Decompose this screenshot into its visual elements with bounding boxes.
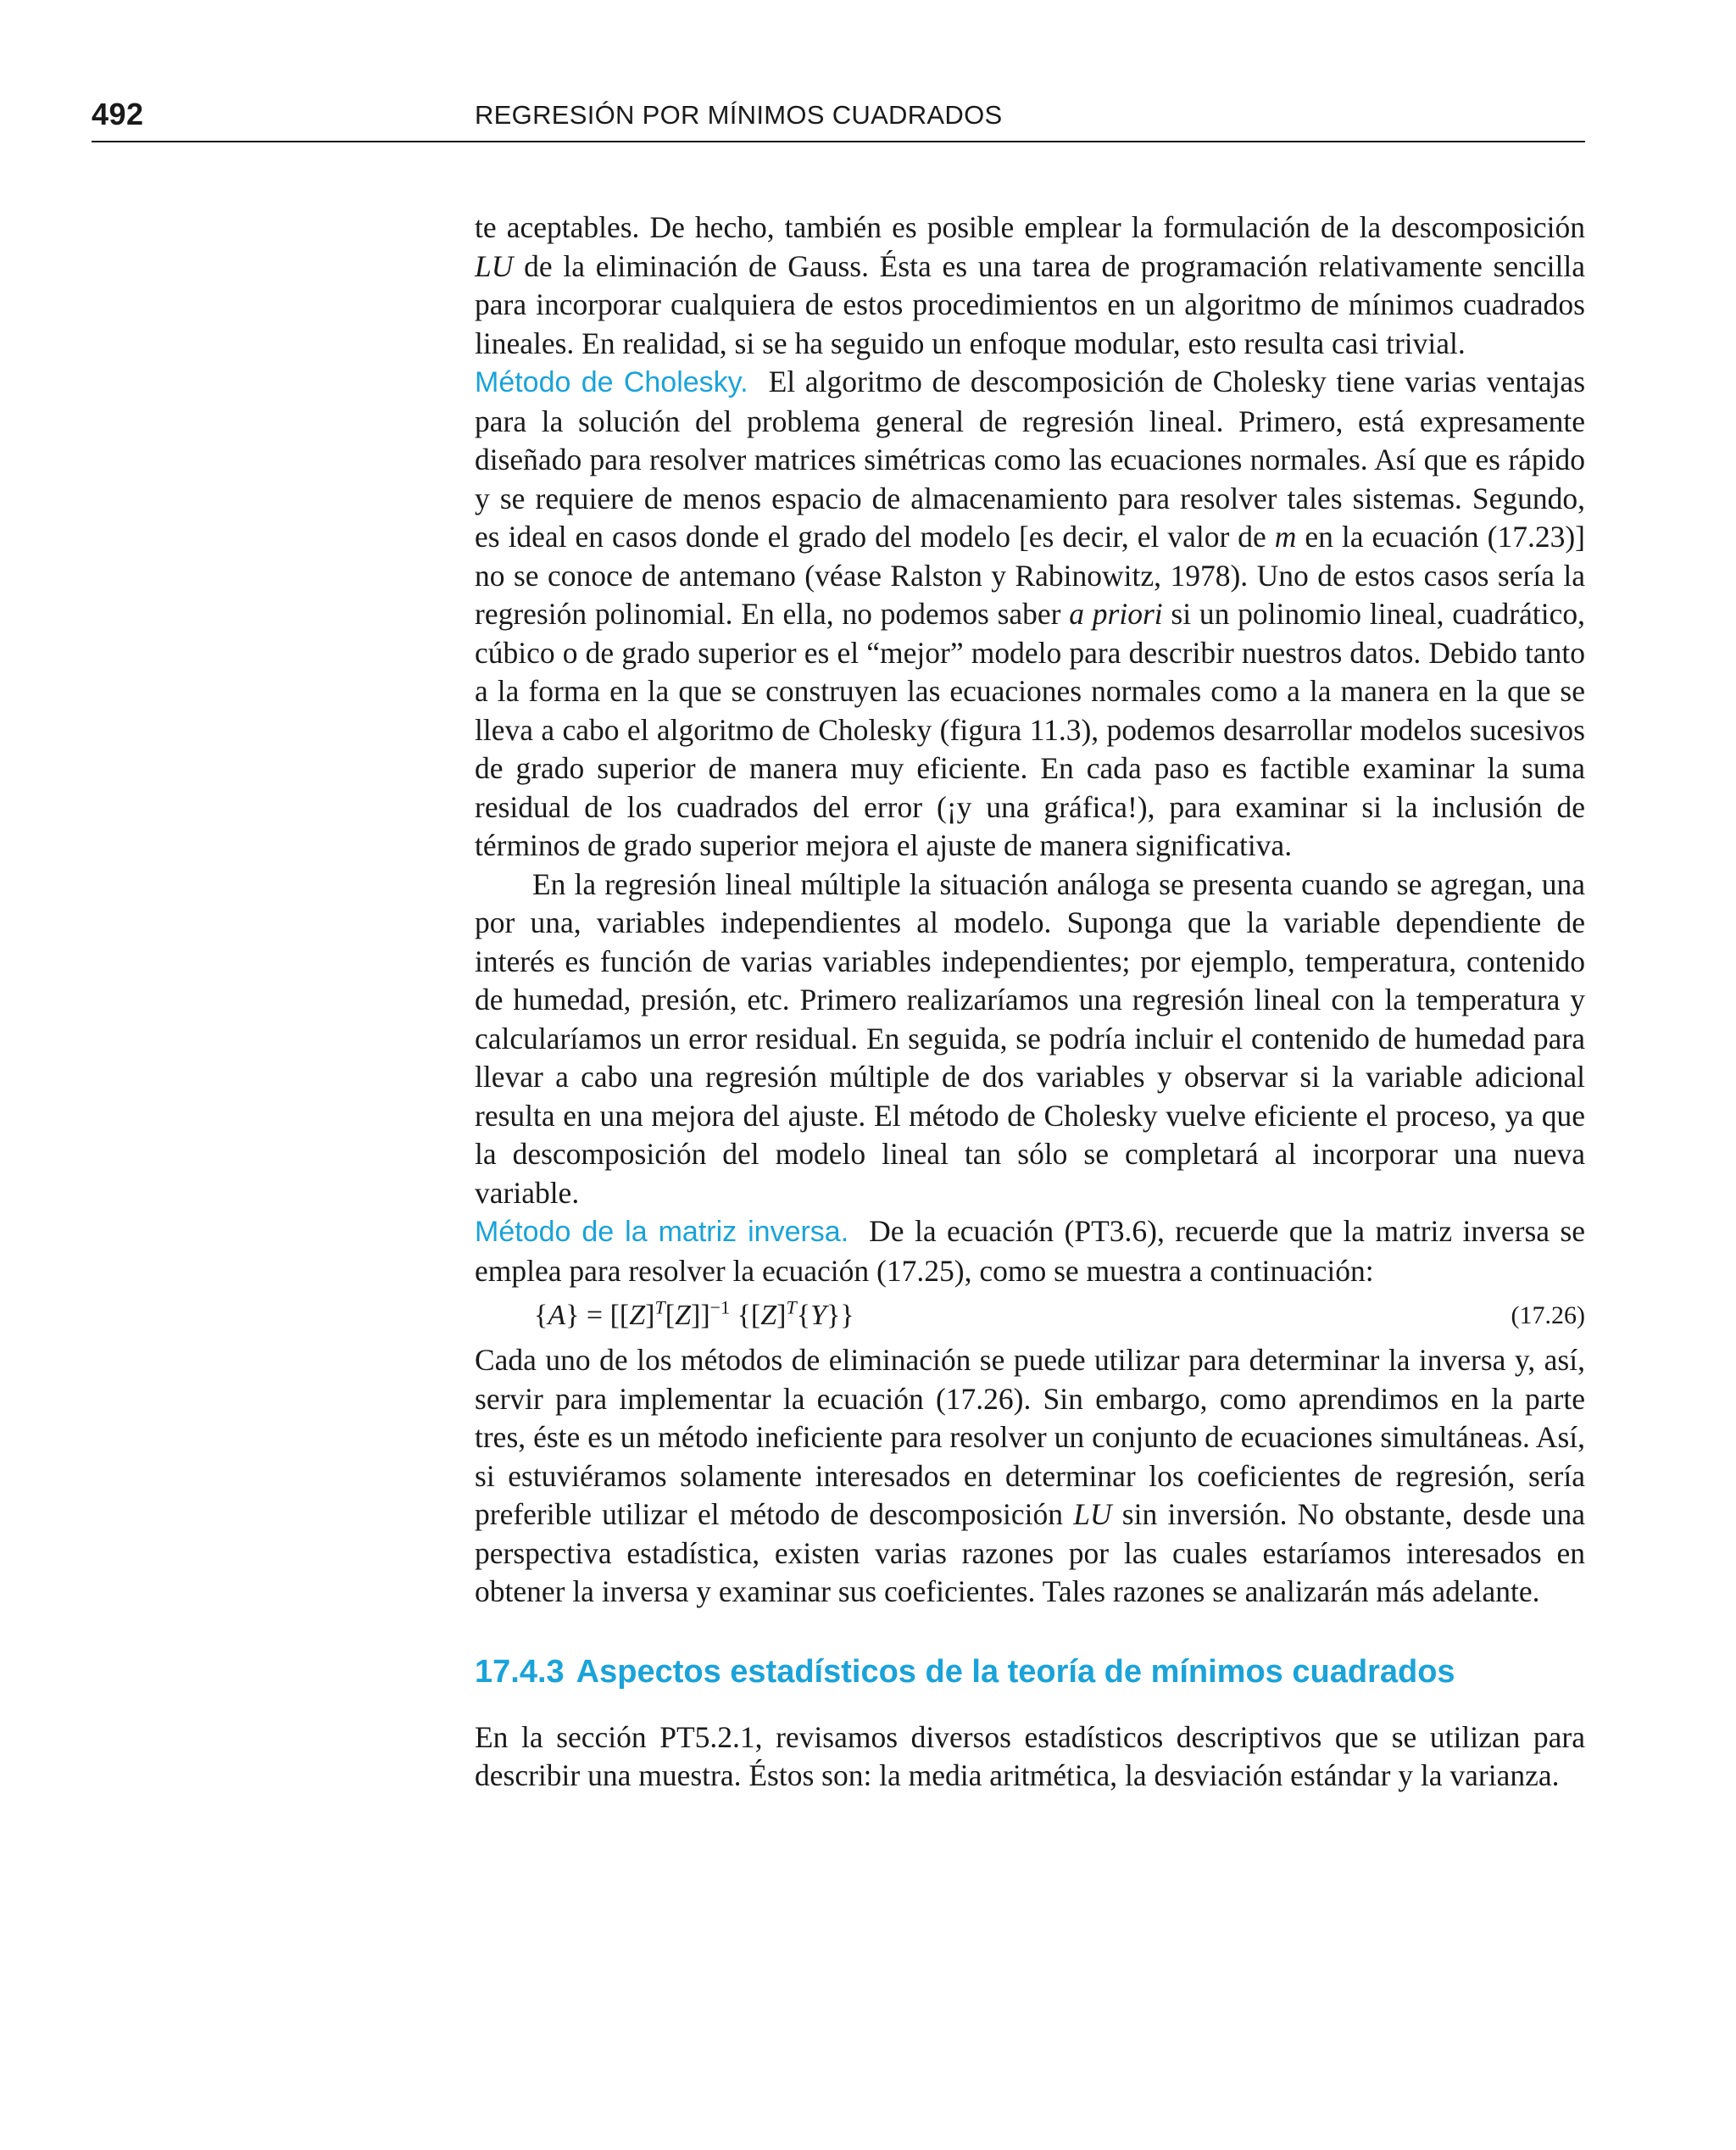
paragraph-inverse-discussion: Cada uno de los métodos de eliminación se puede utilizar para determinar la inversa y, así, servir para implementar la ecuación (17.26). Sin embargo, como aprendimos en la parte tres, éste es un método ineficiente para resolver un conjunto de ecuaciones simultáneas. Así, si estuviéramos solamente interesados en determinar los coeficientes de regresión, sería preferible utilizar el método de descomposición LU sin inversión. No obstante, desde una perspectiva estadística, existen varias razones por las cuales estaríamos interesados en obtener la inversa y examinar sus coeficientes. Tales razones se analizarán más adelante.: [475, 1343, 1585, 1608]
cholesky-method-text: El algoritmo de descomposición de Cholesky tiene varias ventajas para la solución del problema general de regresión lineal. Primero, está expresamente diseñado para resolver matrices simétricas como las ecuaciones normales. Así que es rápido y se requiere de menos espacio de almacenamiento para resolver tales sistemas. Segundo, es ideal en casos donde el grado del modelo [es decir, el valor de m en la ecuación (17.23)] no se conoce de antemano (véase Ralston y Rabinowitz, 1978). Uno de estos casos sería la regresión polinomial. En ella, no podemos saber a priori si un polinomio lineal, cuadrático, cúbico o de grado superior es el “mejor” modelo para describir nuestros datos. Debido tanto a la forma en la que se construyen las ecuaciones normales como a la manera en la que se lleva a cabo el algoritmo de Cholesky (figura 11.3), podemos desarrollar modelos sucesivos de grado superior de manera muy eficiente. En cada paso es factible examinar la suma residual de los cuadrados del error (¡y una gráfica!), para examinar si la inclusión de términos de grado superior mejora el ajuste de manera significativa.: [475, 365, 1586, 862]
equation-number: (17.26): [1511, 1301, 1585, 1329]
running-head: REGRESIÓN POR MÍNIMOS CUADRADOS: [475, 100, 1003, 130]
paragraph-cholesky: [475, 363, 1585, 866]
page-number: 492: [92, 97, 144, 131]
paragraph-inverse: [475, 1212, 1585, 1290]
section-number: 17.4.3: [475, 1653, 565, 1690]
page-body: [475, 209, 1585, 1796]
cholesky-method-title: Método de Cholesky.: [475, 366, 748, 398]
page-header: [92, 95, 1585, 142]
inverse-method-text: De la ecuación (PT3.6), recuerde que la matriz inversa se emplea para resolver la ecuación (17.25), como se muestra a continuación:: [475, 1214, 1586, 1288]
equation-body: $\{A\} = [[Z]^T[Z]]^{-1}$ $\{[Z]^T\{Y\}\}$: [534, 1296, 854, 1331]
paragraph-multiple-regression: En la regresión lineal múltiple la situación análoga se presenta cuando se agregan, una por una, variables independientes al modelo. Suponga que la variable dependiente de interés es función de varias variables independientes; por ejemplo, temperatura, contenido de humedad, presión, etc. Primero realizaríamos una regresión lineal con la temperatura y calcularíamos un error residual. En seguida, se podría incluir el contenido de humedad para llevar a cabo una regresión múltiple de dos variables y observar si la variable adicional resulta en una mejora del ajuste. El método de Cholesky vuelve eficiente el proceso, ya que la descomposición del modelo lineal tan sólo se completará al incorporar una nueva variable.: [475, 866, 1585, 1210]
equation-17-26: [475, 1295, 1585, 1336]
inverse-method-title: Método de la matriz inversa.: [475, 1216, 849, 1248]
paragraph-statistics: En la sección PT5.2.1, revisamos diversos estadísticos descriptivos que se utilizan para describir una muestra. Éstos son: la media aritmética, la desviación estándar y la varianza.: [475, 1719, 1585, 1792]
section-heading: [475, 1651, 1585, 1693]
paragraph-intro: te aceptables. De hecho, también es posible emplear la formulación de la descomposición LU de la eliminación de Gauss. Ésta es una tarea de programación relativamente sencilla para incorporar cualquiera de estos procedimientos en un algoritmo de mínimos cuadrados lineales. En realidad, si se ha seguido un enfoque modular, esto resulta casi trivial.: [475, 210, 1585, 360]
section-title: Aspectos estadísticos de la teoría de mínimos cuadrados: [576, 1653, 1455, 1690]
